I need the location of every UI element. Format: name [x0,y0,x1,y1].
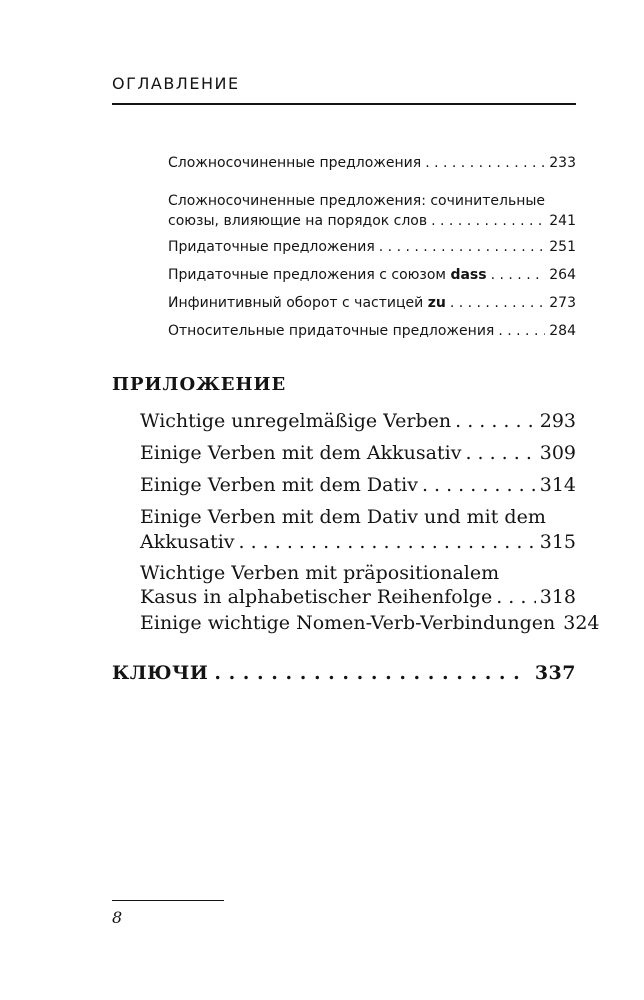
toc-entry-title-line2: Akkusativ [140,531,235,553]
toc-entry-page: 241 [549,213,576,229]
keyword: zu [427,295,446,311]
toc-entry-page: 315 [539,531,576,553]
toc-entry-title: Einige Verben mit dem Akkusativ [140,442,462,464]
page-header-title: ОГЛАВЛЕНИЕ [112,74,240,93]
keyword: dass [450,267,487,283]
footer-divider [112,900,224,901]
toc-entry [140,442,576,464]
toc-entry-title-line2: союзы, влияющие на порядок слов [168,213,428,229]
toc-entry-title-line1: Wichtige Verben mit präpositionalem [140,562,500,584]
toc-entry [140,612,600,634]
toc-entry [140,410,576,432]
leader-dots [425,155,545,171]
leader-dots [422,474,536,496]
toc-entry-page: 309 [539,442,576,464]
leader-dots [498,323,545,339]
leader-dots [455,410,536,432]
leader-dots [214,662,528,684]
page-number: 8 [112,908,123,927]
toc-entry-page: 318 [539,586,576,608]
toc-entry-title: Придаточные предложения [168,239,375,255]
toc-entry-title: Относительные придаточные предложения [168,323,495,339]
leader-dots [491,267,546,283]
leader-dots [239,530,536,555]
toc-entry-page: 233 [549,155,576,171]
toc-entry [168,191,576,231]
keys-title: КЛЮЧИ [112,662,209,684]
leader-dots [431,211,545,231]
toc-entry [168,267,576,283]
toc-entry [168,239,576,255]
section-title-appendix: ПРИЛОЖЕНИЕ [112,374,287,395]
leader-dots [465,442,535,464]
toc-entry-title: Einige Verben mit dem Dativ [140,474,418,496]
toc-entry [140,474,576,496]
toc-entry-title: Einige wichtige Nomen-Verb-Verbindungen [140,612,556,634]
toc-entry [168,295,576,311]
toc-entry-page: 284 [549,323,576,339]
toc-entry-title: Wichtige unregelmäßige Verben [140,410,452,432]
toc-entry [140,505,576,555]
toc-entry [168,323,576,339]
toc-entry-page: 293 [539,410,576,432]
toc-entry-page: 324 [563,612,600,634]
leader-dots [450,295,545,311]
toc-entry-title: Инфинитивный оборот с частицей zu [168,295,446,311]
toc-entry-page: 314 [539,474,576,496]
leader-dots [379,239,545,255]
toc-entry-page: 264 [549,267,576,283]
leader-dots [496,585,536,609]
header-divider [112,103,576,105]
toc-entry-title: Придаточные предложения с союзом dass [168,267,487,283]
toc-entry-keys [112,662,576,684]
toc-entry-page: 273 [549,295,576,311]
toc-entry-title-line1: Einige Verben mit dem Dativ und mit dem [140,506,546,528]
toc-entry [140,561,576,609]
toc-entry-page: 251 [549,239,576,255]
keys-page: 337 [534,662,576,684]
toc-entry-title-line2: Kasus in alphabetischer Reihenfolge [140,586,493,608]
toc-entry [168,155,576,171]
toc-entry-title: Сложносочиненные предложения [168,155,422,171]
toc-entry-title-line1: Сложносочиненные предложения: сочинительные [168,193,546,209]
